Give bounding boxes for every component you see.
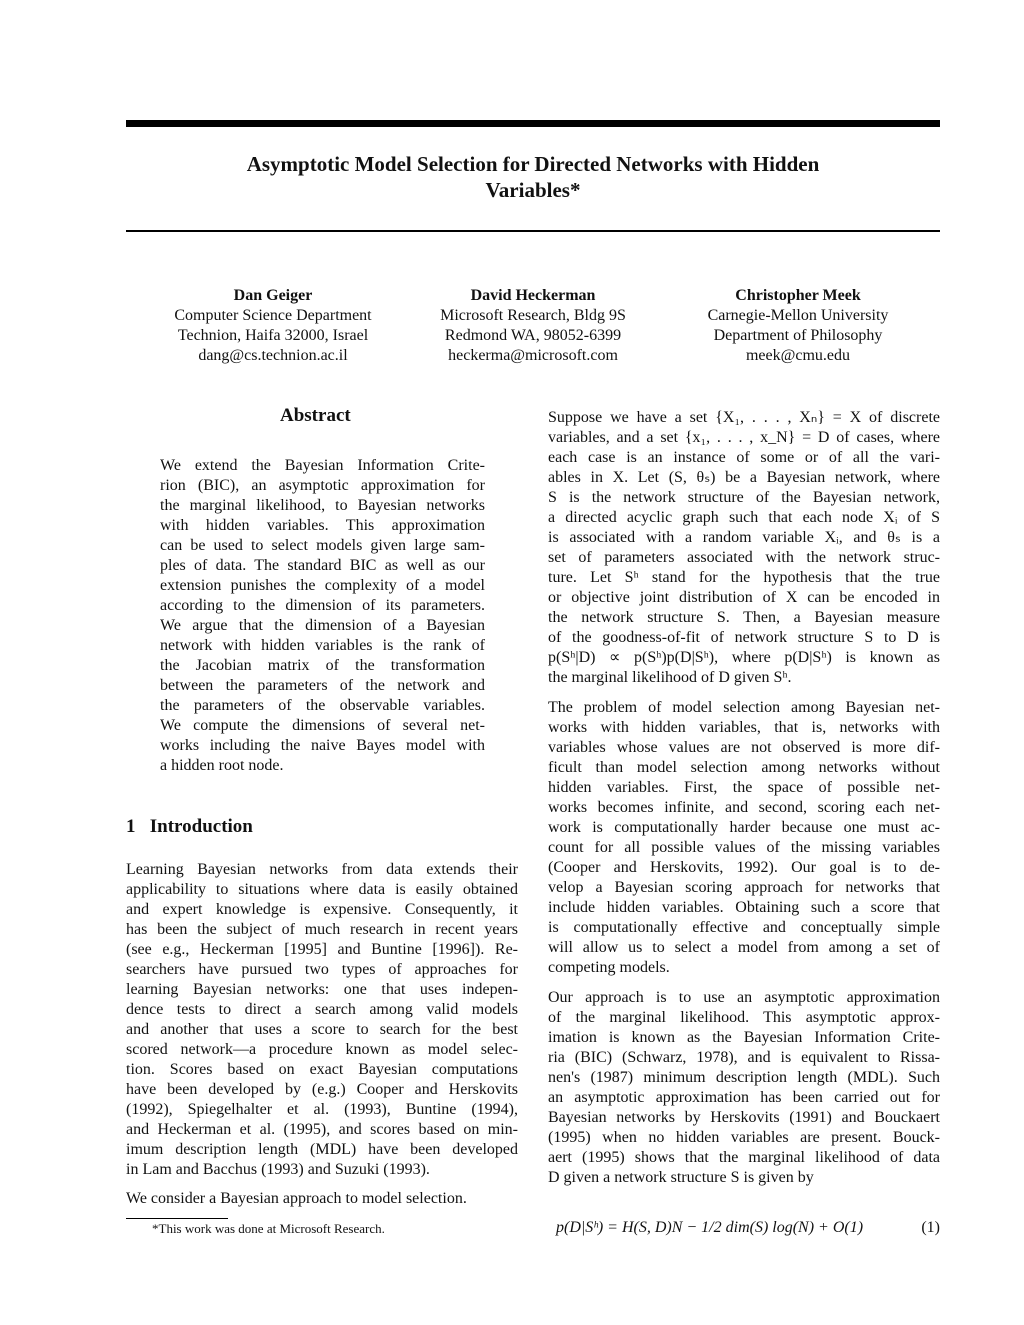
intro-paragraph-line: searchers have pursued two types of approaches for (126, 961, 518, 978)
paper-title-line1: Asymptotic Model Selection for Directed Networks with Hidden (246, 152, 820, 176)
intro-paragraph-line: learning Bayesian networks: one that uses indepen- (126, 981, 518, 998)
abstract-line: according to the dimension of its parameters. (160, 597, 485, 614)
body-paragraph-line: will allow us to select a model from among a set of (548, 939, 940, 956)
body-paragraph-line: each case is an instance of some or of all the vari- (548, 449, 940, 466)
body-paragraph-line: variables, and a set {x₁, . . . , x_N} = D of cases, where (548, 429, 940, 446)
intro-paragraph-line: (see e.g., Heckerman [1995] and Buntine [1996]). Re- (126, 941, 518, 958)
author-aff1: Computer Science Department (174, 307, 372, 324)
intro-paragraph-line: and expert knowledge is expensive. Consequently, it (126, 901, 518, 918)
abstract-line: can be used to select models given large sam- (160, 537, 485, 554)
author-email: dang@cs.technion.ac.il (198, 347, 348, 364)
body-paragraph-line: is associated with a random variable Xᵢ, and θₛ is a (548, 529, 940, 546)
intro-paragraph-line: have been developed by (e.g.) Cooper and Herskovits (126, 1081, 518, 1098)
author-name: David Heckerman (470, 287, 596, 304)
equation-number: (1) (921, 1219, 940, 1236)
body-paragraph-line: Suppose we have a set {X₁, . . . , Xₙ} = X of discrete (548, 409, 940, 426)
abstract-line: network with hidden variables is the rank of (160, 637, 485, 654)
body-paragraph-line: the marginal likelihood of D given Sʰ. (548, 669, 792, 686)
body-paragraph-line: count for all possible values of the missing variables (548, 839, 940, 856)
body-paragraph-line: set of parameters associated with the network struc- (548, 549, 940, 566)
body-paragraph-line: Bayesian networks by Herskovits (1991) and Bouckaert (548, 1109, 940, 1126)
abstract-line: We argue that the dimension of a Bayesian (160, 617, 485, 634)
body-paragraph-line: a directed acyclic graph such that each node Xᵢ of S (548, 509, 940, 526)
abstract-line: a hidden root node. (160, 757, 284, 774)
author-block (403, 286, 663, 366)
body-paragraph-line: nen's (1987) minimum description length (MDL). Such (548, 1069, 940, 1086)
body-paragraph-line: ria (BIC) (Schwarz, 1978), and is equivalent to Rissa- (548, 1049, 940, 1066)
intro-paragraph-line: dence tests to direct a search among valid models (126, 1001, 518, 1018)
body-paragraph-line: D given a network structure S is given by (548, 1169, 814, 1186)
author-block (143, 286, 403, 366)
footnote-rule (126, 1218, 228, 1219)
abstract-line: the parameters of the observable variables. (160, 697, 485, 714)
body-paragraph-line: works becomes infinite, and second, scoring each net- (548, 799, 940, 816)
intro-paragraph-line: tion. Scores based on exact Bayesian computations (126, 1061, 518, 1078)
author-email: meek@cmu.edu (745, 347, 851, 364)
body-paragraph-line: S is the network structure of the Bayesian network, (548, 489, 940, 506)
body-paragraph-line: work is computationally harder because one must ac- (548, 819, 940, 836)
body-paragraph-line: aert (1995) shows that the marginal likelihood of data (548, 1149, 940, 1166)
body-paragraph-line: of the marginal likelihood. This asymptotic approx- (548, 1009, 940, 1026)
body-paragraph-line: velop a Bayesian scoring approach for networks that (548, 879, 940, 896)
abstract-line: between the parameters of the network and (160, 677, 485, 694)
top-rule (126, 120, 940, 127)
author-aff1: Microsoft Research, Bldg 9S (440, 307, 626, 324)
abstract-line: the marginal likelihood, to Bayesian networks (160, 497, 485, 514)
author-block (668, 286, 928, 366)
intro-paragraph-line: in Lam and Bacchus (1993) and Suzuki (1993). (126, 1161, 430, 1178)
intro-paragraph-line: We consider a Bayesian approach to model selection. (126, 1190, 467, 1207)
abstract-line: extension punishes the complexity of a model (160, 577, 485, 594)
body-paragraph-line: ficult than model selection among networks without (548, 759, 940, 776)
title-rule (126, 230, 940, 232)
body-paragraph-line: of the goodness-of-fit of network structure S to D is (548, 629, 940, 646)
author-aff2: Redmond WA, 98052-6399 (444, 327, 622, 344)
intro-paragraph-line: applicability to situations where data is easily obtained (126, 881, 518, 898)
body-paragraph-line: The problem of model selection among Bayesian net- (548, 699, 940, 716)
body-paragraph-line: ables in X. Let (S, θₛ) be a Bayesian network, where (548, 469, 940, 486)
abstract-line: ples of data. The standard BIC as well as our (160, 557, 485, 574)
body-paragraph-line: variables whose values are not observed is more dif- (548, 739, 940, 756)
equation-body: p(D|Sʰ) = H(S, D)N − 1/2 dim(S) log(N) + O(1) (556, 1219, 864, 1236)
abstract-line: We compute the dimensions of several net- (160, 717, 485, 734)
intro-paragraph-line: and another that uses a score to search for the best (126, 1021, 518, 1038)
body-paragraph-line: or objective joint distribution of X can be encoded in (548, 589, 940, 606)
section-heading-introduction: 1 Introduction (126, 816, 253, 837)
paper-title-line2: Variables* (485, 178, 581, 202)
body-paragraph-line: ture. Let Sʰ stand for the hypothesis that the true (548, 569, 940, 586)
author-aff2: Department of Philosophy (713, 327, 883, 344)
intro-paragraph-line: imum description length (MDL) have been developed (126, 1141, 518, 1158)
abstract-line: with hidden variables. This approximation (160, 517, 485, 534)
body-paragraph-line: Our approach is to use an asymptotic approximation (548, 989, 940, 1006)
abstract-heading: Abstract (280, 405, 351, 426)
author-name: Christopher Meek (735, 287, 861, 304)
body-paragraph-line: (1995) when no hidden variables are present. Bouck- (548, 1129, 940, 1146)
abstract-line: rion (BIC), an asymptotic approximation for (160, 477, 485, 494)
abstract-line: works including the naive Bayes model with (160, 737, 485, 754)
body-paragraph-line: competing models. (548, 959, 670, 976)
intro-paragraph-line: and Heckerman et al. (1995), and scores based on min- (126, 1121, 518, 1138)
body-paragraph-line: the network structure S. Then, a Bayesian measure (548, 609, 940, 626)
body-paragraph-line: an asymptotic approximation has been carried out for (548, 1089, 940, 1106)
abstract-line: We extend the Bayesian Information Crite- (160, 457, 485, 474)
author-aff2: Technion, Haifa 32000, Israel (177, 327, 369, 344)
body-paragraph-line: is computationally effective and conceptually simple (548, 919, 940, 936)
body-paragraph-line: (Cooper and Herskovits, 1992). Our goal is to de- (548, 859, 940, 876)
footnote: *This work was done at Microsoft Research. (152, 1221, 385, 1236)
body-paragraph-line: hidden variables. First, the space of possible net- (548, 779, 940, 796)
body-paragraph-line: imation is known as the Bayesian Information Crite- (548, 1029, 940, 1046)
author-email: heckerma@microsoft.com (448, 347, 618, 364)
intro-paragraph-line: (1992), Spiegelhalter et al. (1993), Buntine (1994), (126, 1101, 518, 1118)
equation-1 (556, 1219, 940, 1237)
body-paragraph-line: works with hidden variables, that is, networks with (548, 719, 940, 736)
intro-paragraph-line: has been the subject of much research in recent years (126, 921, 518, 938)
author-name: Dan Geiger (233, 287, 313, 304)
abstract-line: the Jacobian matrix of the transformation (160, 657, 485, 674)
intro-paragraph-line: scored network—a procedure known as model selec- (126, 1041, 518, 1058)
author-aff1: Carnegie-Mellon University (707, 307, 889, 324)
body-paragraph-line: include hidden variables. Obtaining such a score that (548, 899, 940, 916)
body-paragraph-line: p(Sʰ|D) ∝ p(Sʰ)p(D|Sʰ), where p(D|Sʰ) is known as (548, 649, 940, 666)
intro-paragraph-line: Learning Bayesian networks from data extends their (126, 861, 518, 878)
